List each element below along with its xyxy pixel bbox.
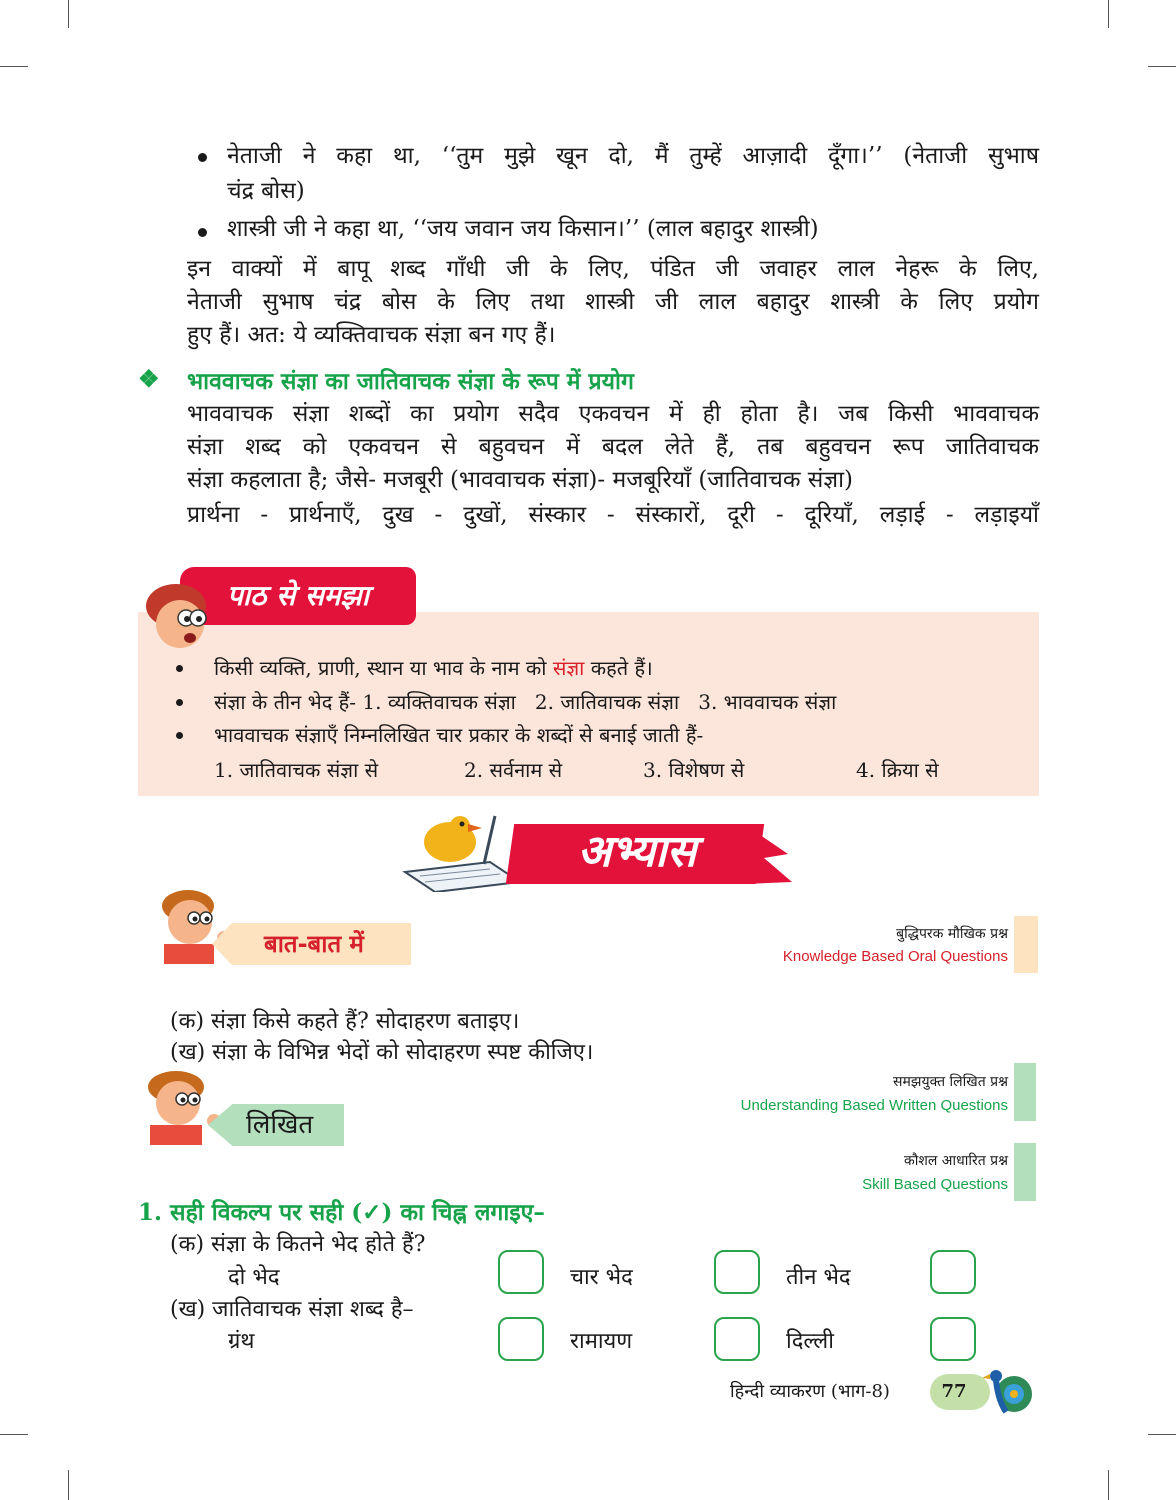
bullet xyxy=(198,228,207,237)
explanation-line: नेताजी सुभाष चंद्र बोस के लिए तथा शास्त्री जी लाल बहादुर शास्त्री के लिए प्रयोग xyxy=(187,289,1039,315)
cartoon-boy-icon xyxy=(140,1065,224,1145)
quote-line: नेताजी ने कहा था, ‘‘तुम मुझे खून दो, मैं तुम्हें आज़ादी दूँगा।’’ (नेताजी सुभाष xyxy=(227,143,1039,169)
summary-source: 4. क्रिया से xyxy=(856,758,939,782)
summary-bullet xyxy=(176,699,183,706)
option-checkbox[interactable] xyxy=(498,1250,544,1294)
crop-mark xyxy=(1108,1470,1109,1500)
option-checkbox[interactable] xyxy=(498,1317,544,1361)
option-checkbox[interactable] xyxy=(930,1317,976,1361)
skill-tag-bar xyxy=(1014,1143,1036,1201)
skill-tag-en: Skill Based Questions xyxy=(862,1176,1008,1193)
summary-banner-text: पाठ से समझा xyxy=(227,579,369,612)
section-line: संज्ञा कहलाता है; जैसे- मजबूरी (भाववाचक संज्ञा)- मजबूरियाँ (जातिवाचक संज्ञा) xyxy=(187,467,854,493)
section-heading: भाववाचक संज्ञा का जातिवाचक संज्ञा के रूप में प्रयोग xyxy=(187,368,634,395)
summary-source: 2. सर्वनाम से xyxy=(464,758,563,782)
practice-title: अभ्यास xyxy=(577,826,697,877)
page-number: 77 xyxy=(941,1381,967,1402)
oral-tag-hi: बुद्धिपरक मौखिक प्रश्न xyxy=(896,926,1008,942)
oral-tag-en: Knowledge Based Oral Questions xyxy=(782,948,1008,965)
written-tag-bar xyxy=(1014,1063,1036,1121)
oral-tag-bar xyxy=(1014,916,1038,973)
section-line: भाववाचक संज्ञा शब्दों का प्रयोग सदैव एकवचन में ही होता है। जब किसी भाववाचक xyxy=(187,401,1039,427)
written-banner-text: लिखित xyxy=(246,1110,314,1140)
summary-item-3: भाववाचक संज्ञाएँ निम्नलिखित चार प्रकार के शब्दों से बनाई जाती हैं- xyxy=(214,723,704,747)
exercise-option: ग्रंथ xyxy=(228,1329,255,1354)
crop-mark xyxy=(1108,0,1109,28)
cartoon-boy-icon xyxy=(140,578,220,658)
crop-mark xyxy=(0,1434,28,1435)
option-checkbox[interactable] xyxy=(930,1250,976,1294)
crop-mark xyxy=(1148,1434,1176,1435)
summary-source: 3. विशेषण से xyxy=(643,758,745,782)
section-line: संज्ञा शब्द को एकवचन से बहुवचन में बदल लेते हैं, तब बहुवचन रूप जातिवाचक xyxy=(187,434,1039,460)
exercise-heading: 1. सही विकल्प पर सही (✓) का चिह्न लगाइए– xyxy=(138,1199,545,1226)
written-tag-en: Understanding Based Written Questions xyxy=(740,1097,1008,1114)
explanation-line: इन वाक्यों में बापू शब्द गाँधी जी के लिए, पंडित जी जवाहर लाल नेहरू के लिए, xyxy=(187,256,1039,282)
crop-mark xyxy=(68,1470,69,1500)
exercise-option: दो भेद xyxy=(228,1265,280,1290)
summary-bullet xyxy=(176,665,183,672)
exercise-option: रामायण xyxy=(570,1329,633,1354)
oral-banner-text: बात-बात में xyxy=(264,930,364,958)
option-checkbox[interactable] xyxy=(714,1250,760,1294)
footer-book-title: हिन्दी व्याकरण (भाग-8) xyxy=(730,1381,890,1402)
crop-mark xyxy=(68,0,69,28)
exercise-option: चार भेद xyxy=(570,1265,633,1290)
option-checkbox[interactable] xyxy=(714,1317,760,1361)
oral-question: (क) संज्ञा किसे कहते हैं? सोदाहरण बताइए। xyxy=(170,1009,520,1034)
exercise-question: (क) संज्ञा के कितने भेद होते हैं? xyxy=(170,1232,426,1257)
exercise-option: तीन भेद xyxy=(786,1265,851,1290)
exercise-question: (ख) जातिवाचक संज्ञा शब्द है– xyxy=(170,1297,414,1322)
explanation-line: हुए हैं। अत: ये व्यक्तिवाचक संज्ञा बन गए हैं। xyxy=(187,322,556,348)
bullet xyxy=(198,153,207,162)
summary-source: 1. जातिवाचक संज्ञा से xyxy=(214,758,379,782)
highlight-term: संज्ञा xyxy=(552,656,585,680)
written-tag-hi: समझयुक्त लिखित प्रश्न xyxy=(893,1074,1008,1090)
section-line: प्रार्थना - प्रार्थनाएँ, दुख - दुखों, संस्कार - संस्कारों, दूरी - दूरियाँ, लड़ाई - लड़ाइयाँ xyxy=(187,502,1039,528)
crop-mark xyxy=(1148,66,1176,67)
peacock-icon xyxy=(976,1360,1036,1420)
section-bullet-icon: ❖ xyxy=(138,364,160,393)
summary-bullet xyxy=(176,732,183,739)
summary-item-1: किसी व्यक्ति, प्राणी, स्थान या भाव के नाम को संज्ञा कहते हैं। xyxy=(214,656,653,680)
exercise-option: दिल्ली xyxy=(786,1329,834,1354)
oral-question: (ख) संज्ञा के विभिन्न भेदों को सोदाहरण स्पष्ट कीजिए। xyxy=(170,1040,594,1065)
skill-tag-hi: कौशल आधारित प्रश्न xyxy=(903,1153,1008,1169)
quote-line: शास्त्री जी ने कहा था, ‘‘जय जवान जय किसान।’’ (लाल बहादुर शास्त्री) xyxy=(227,216,819,242)
summary-item-2: संज्ञा के तीन भेद हैं- 1. व्यक्तिवाचक संज्ञा 2. जातिवाचक संज्ञा 3. भाववाचक संज्ञा xyxy=(214,690,837,714)
quote-line: चंद्र बोस) xyxy=(227,178,305,204)
crop-mark xyxy=(0,66,28,67)
